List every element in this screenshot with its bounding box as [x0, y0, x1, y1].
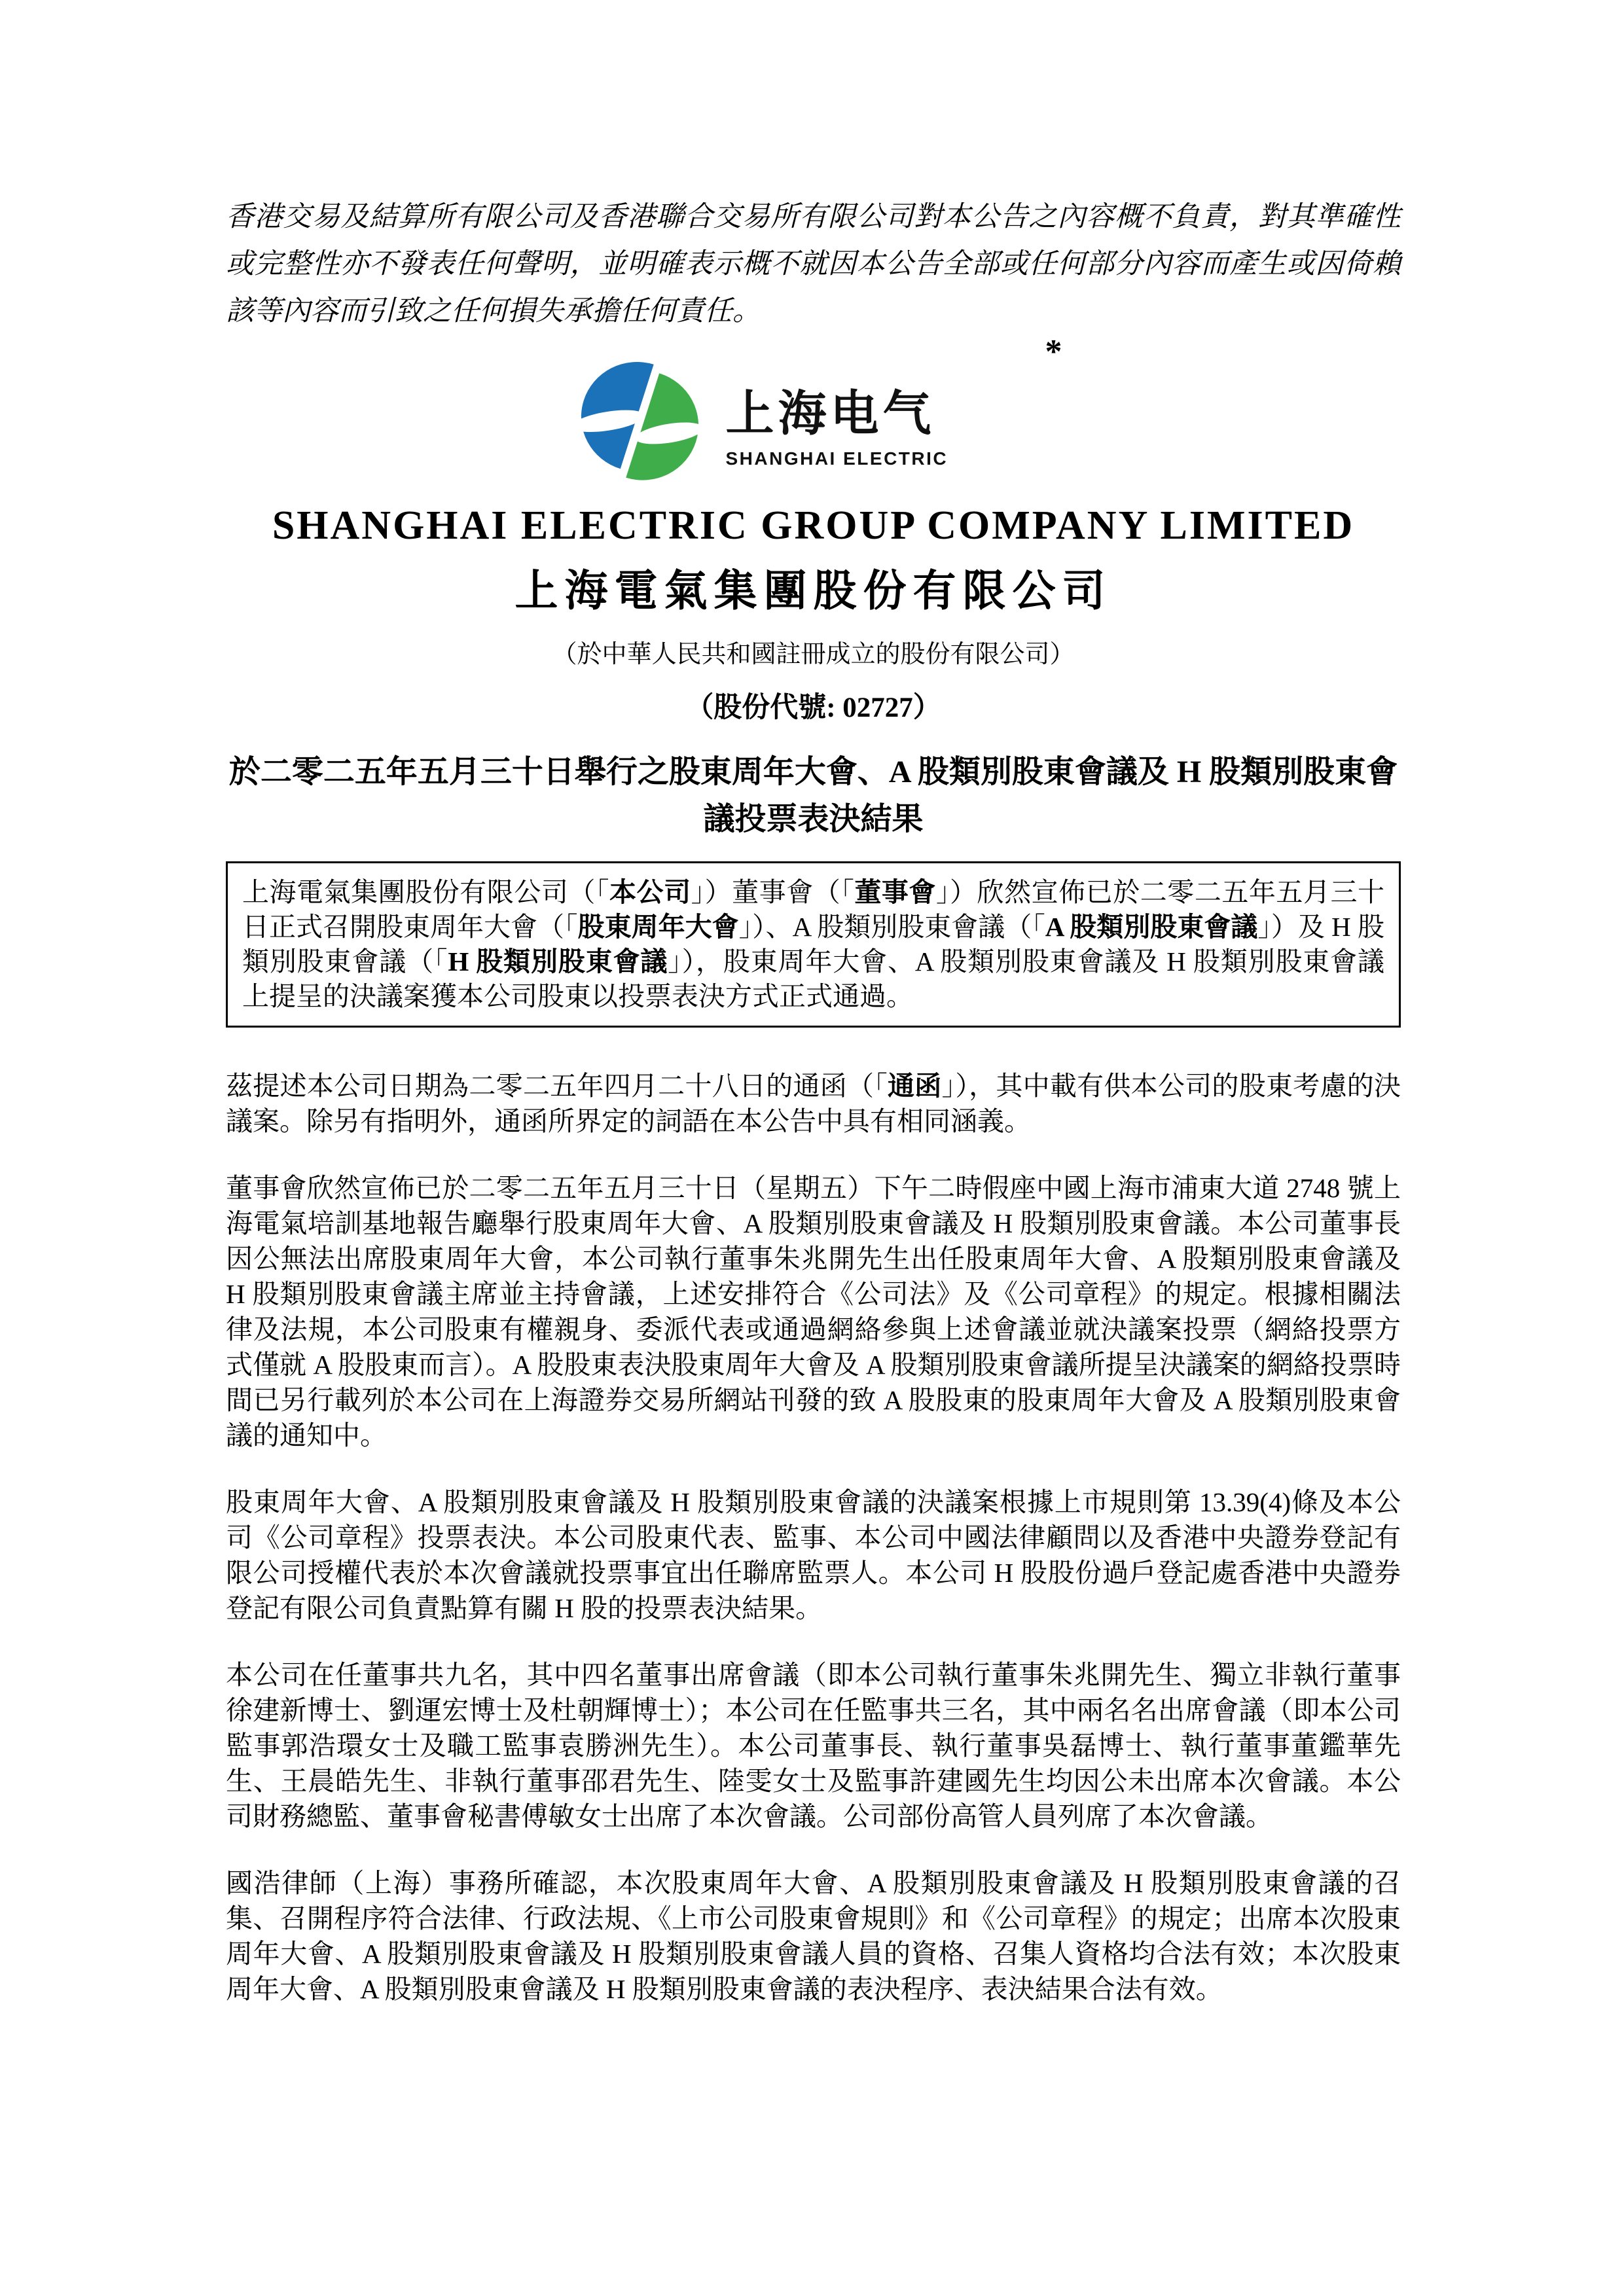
paragraph-circular-reference [226, 1068, 1401, 1139]
text-run: 」）欣然宣佈已於二零二五年五月三十日正式召開股東周年大會（「 [242, 877, 1385, 942]
logo-wordmark-chinese: 上海电气 [725, 386, 935, 440]
defined-term: 董事會 [854, 877, 936, 907]
defined-term: H 股類別股東會議 [448, 946, 668, 977]
text-run: 」）、A 股類別股東會議（「 [738, 912, 1045, 942]
paragraph-voting-procedure [226, 1484, 1401, 1626]
paragraph-legal-confirmation [226, 1865, 1401, 2007]
text-run: 茲提述本公司日期為二零二五年四月二十八日的通函（「 [226, 1071, 888, 1101]
text-run: 上海電氣集團股份有限公司（「 [242, 877, 609, 907]
paragraph-meeting-details [226, 1170, 1401, 1453]
text-run: 」）董事會（「 [691, 877, 855, 907]
summary-box [226, 861, 1401, 1028]
stock-code-line: （股份代號: 02727） [685, 692, 941, 723]
company-name-chinese: 上海電氣集團股份有限公司 [514, 567, 1112, 615]
text-run: 董事會欣然宣佈已於二零二五年五月三十日（星期五）下午二時假座中國上海市浦東大道 2748 號上海電氣培訓基地報告廳舉行股東周年大會、A 股類別股東會議及 H 股類別股東會議。本公司董事長因公無法出席股東周年大會，本公司執行董事朱兆開先生出任股東周年大會、A 股類別股東會議及 H 股類別股東會議主席並主持會議，上述安排符合《公司法》及《公司章程》的規定。根據相關法律及法規，本公司股東有權親身、委派代表或通過網絡參與上述會議並就決議案投票（網絡投票方式僅就 A 股股東而言）。A 股股東表決股東周年大會及 A 股類別股東會議所提呈決議案的網絡投票時間已另行載列於本公司在上海證券交易所網站刊發的致 A 股股東的股東周年大會及 A 股類別股東會議的通知中。 [226, 1173, 1401, 1450]
defined-term: 本公司 [609, 877, 691, 907]
text-run: 本公司在任董事共九名，其中四名董事出席會議（即本公司執行董事朱兆開先生、獨立非執行董事徐建新博士、劉運宏博士及杜朝輝博士）；本公司在任監事共三名，其中兩名名出席會議（即本公司監事郭浩環女士及職工監事袁勝洲先生）。本公司董事長、執行董事吳磊博士、執行董事董鑑華先生、王晨皓先生、非執行董事邵君先生、陸雯女士及監事許建國先生均因公未出席本次會議。本公司財務總監、董事會秘書傅敏女士出席了本次會議。公司部份高管人員列席了本次會議。 [226, 1660, 1401, 1831]
defined-term: 通函 [888, 1071, 942, 1101]
footnote-asterisk: * [1045, 333, 1062, 370]
text-run: 」），股東周年大會、A 股類別股東會議及 H 股類別股東會議上提呈的決議案獲本公司股東以投票表決方式正式通過。 [242, 946, 1385, 1011]
defined-term: 股東周年大會 [577, 912, 739, 942]
incorporation-note: （於中華人民共和國註冊成立的股份有限公司） [552, 641, 1075, 668]
shanghai-electric-logo-icon [565, 359, 704, 486]
text-run: 國浩律師（上海）事務所確認，本次股東周年大會、A 股類別股東會議及 H 股類別股東會議的召集、召開程序符合法律、行政法規、《上市公司股東會規則》和《公司章程》的規定；出席本次股東周年大會、A 股類別股東會議及 H 股類別股東會議人員的資格、召集人資格均合法有效；本次股東周年大會、A 股類別股東會議及 H 股類別股東會議的表決程序、表決結果合法有效。 [226, 1868, 1401, 2004]
company-name-english: SHANGHAI ELECTRIC GROUP COMPANY LIMITED [272, 503, 1355, 548]
company-logo-block [565, 333, 1062, 490]
exchange-disclaimer: 香港交易及結算所有限公司及香港聯合交易所有限公司對本公告之內容概不負責，對其準確性或完整性亦不發表任何聲明，並明確表示概不就因本公告全部或任何部分內容而產生或因倚賴該等內容而引致之任何損失承擔任何責任。 [226, 202, 1401, 327]
text-run: 」），其中載有供本公司的股東考慮的決議案。除另有指明外，通函所界定的詞語在本公告中具有相同涵義。 [226, 1071, 1401, 1136]
document-body [226, 0, 1401, 2007]
announcement-title: 於二零二五年五月三十日舉行之股東周年大會、A 股類別股東會議及 H 股類別股東會議投票表決結果 [228, 755, 1398, 836]
logo-text-block [726, 375, 948, 469]
text-run: 股東周年大會、A 股類別股東會議及 H 股類別股東會議的決議案根據上市規則第 13.39(4)條及本公司《公司章程》投票表決。本公司股東代表、監事、本公司中國法律顧問以及香港中央證券登記有限公司授權代表於本次會議就投票事宜出任聯席監票人。本公司 H 股股份過戶登記處香港中央證券登記有限公司負責點算有關 H 股的投票表決結果。 [226, 1487, 1401, 1623]
logo-wordmark-english: SHANGHAI ELECTRIC [725, 448, 948, 469]
defined-term: A 股類別股東會議 [1045, 912, 1258, 942]
text-run: 」）及 H 股類別股東會議（「 [242, 912, 1385, 977]
logo-row [565, 355, 1062, 490]
paragraph-attendance [226, 1657, 1401, 1834]
